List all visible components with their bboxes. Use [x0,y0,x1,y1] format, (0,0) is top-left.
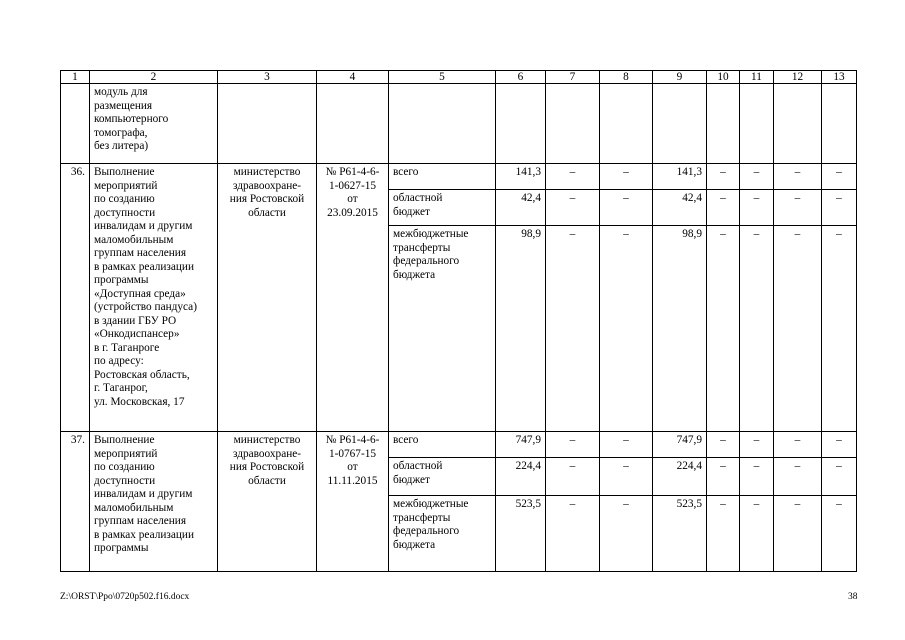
value-cell: – [822,458,857,496]
col-header-13: 13 [822,71,857,84]
row-number: 37. [61,432,90,572]
value-cell: – [707,458,740,496]
row-organization: министерство здравоохране- ния Ростовской области [218,432,317,572]
value-cell: 523,5 [653,496,707,572]
value-cell: – [774,432,822,458]
col-header-6: 6 [496,71,546,84]
value-cell: – [707,496,740,572]
value-cell: – [600,164,653,190]
value-cell: 747,9 [496,432,546,458]
value-cell: – [600,226,653,432]
value-cell: – [546,190,600,226]
value-cell: 141,3 [653,164,707,190]
col-header-7: 7 [546,71,600,84]
value-cell: – [774,458,822,496]
funding-source-label: всего [389,432,496,458]
value-cell: – [822,432,857,458]
value-cell: 42,4 [496,190,546,226]
col-header-12: 12 [774,71,822,84]
value-cell: – [707,432,740,458]
value-cell: – [740,496,774,572]
value-cell: – [822,226,857,432]
budget-table [60,70,857,572]
value-cell: – [822,496,857,572]
row-organization: министерство здравоохране- ния Ростовской области [218,164,317,432]
col-header-3: 3 [218,71,317,84]
value-cell: – [600,190,653,226]
value-cell: 141,3 [496,164,546,190]
value-cell: – [707,164,740,190]
value-cell: – [740,226,774,432]
value-cell: – [600,432,653,458]
col-header-1: 1 [61,71,90,84]
col-header-11: 11 [740,71,774,84]
value-cell: – [740,432,774,458]
continuation-description: модуль для размещения компьютерного томографа, без литера) [90,84,218,164]
value-cell: – [774,164,822,190]
continuation-row [61,84,857,164]
funding-source-label: всего [389,164,496,190]
value-cell: – [600,458,653,496]
col-header-2: 2 [90,71,218,84]
funding-source-label: межбюджетные трансферты федерального бюджета [389,226,496,432]
value-cell: – [774,496,822,572]
row-description: Выполнение мероприятий по созданию доступности инвалидам и другим маломобильным группам населения в рамках реализации программы [90,432,218,572]
col-header-10: 10 [707,71,740,84]
value-cell: 224,4 [496,458,546,496]
page-number: 38 [848,592,858,602]
funding-source-label: областной бюджет [389,190,496,226]
row-document: № Р61-4-6- 1-0767-15 от 11.11.2015 [317,432,389,572]
value-cell: 747,9 [653,432,707,458]
table-row [61,164,857,190]
value-cell: 42,4 [653,190,707,226]
value-cell: – [707,226,740,432]
value-cell: – [600,496,653,572]
col-header-4: 4 [317,71,389,84]
value-cell: – [707,190,740,226]
table-row [61,432,857,458]
col-header-9: 9 [653,71,707,84]
value-cell: – [546,226,600,432]
value-cell: – [774,190,822,226]
value-cell: – [546,164,600,190]
value-cell: – [774,226,822,432]
value-cell: 224,4 [653,458,707,496]
value-cell: 98,9 [653,226,707,432]
row-number: 36. [61,164,90,432]
value-cell: – [740,164,774,190]
row-description: Выполнение мероприятий по созданию доступности инвалидам и другим маломобильным группам населения в рамках реализации программы «Доступная среда» (устройство пандуса) в здании ГБУ РО «Онкодиспансер» в г. Таганроге по адресу: Ростовская область, г. Таганрог, ул. Московская, 17 [90,164,218,432]
value-cell: 98,9 [496,226,546,432]
funding-source-label: межбюджетные трансферты федерального бюджета [389,496,496,572]
value-cell: – [822,190,857,226]
value-cell: – [546,432,600,458]
value-cell: – [822,164,857,190]
column-number-header-row [61,71,857,84]
value-cell: – [740,458,774,496]
funding-source-label: областной бюджет [389,458,496,496]
value-cell: 523,5 [496,496,546,572]
col-header-8: 8 [600,71,653,84]
value-cell: – [546,496,600,572]
col-header-5: 5 [389,71,496,84]
value-cell: – [740,190,774,226]
footer-file-path: Z:\ORST\Ppo\0720p502.f16.docx [60,592,190,602]
row-document: № Р61-4-6- 1-0627-15 от 23.09.2015 [317,164,389,432]
value-cell: – [546,458,600,496]
